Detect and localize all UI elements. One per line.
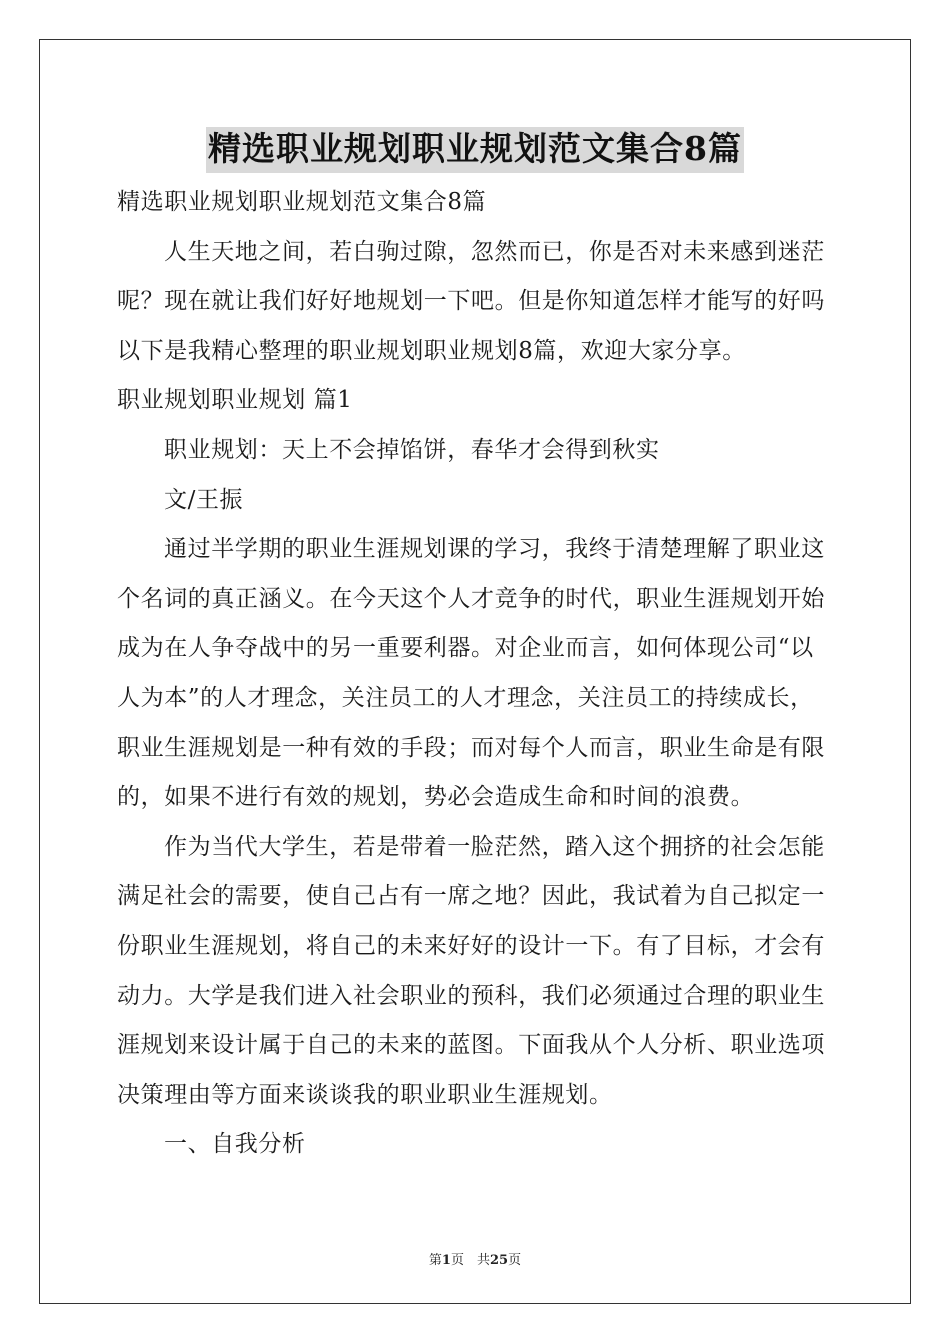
text-line: 人生天地之间，若白驹过隙，忽然而已，你是否对未来感到迷茫	[164, 238, 825, 265]
footer-prefix: 第	[428, 1253, 442, 1268]
text-line: 的，如果不进行有效的规划，势必会造成生命和时间的浪费。	[117, 784, 755, 811]
text-line: 人为本”的人才理念，关注员工的人才理念，关注员工的持续成长，	[117, 684, 814, 711]
footer-total-pages: 25	[489, 1253, 509, 1268]
text-line: 职业规划职业规划 篇1	[117, 387, 353, 414]
text-line: 职业生涯规划是一种有效的手段；而对每个人而言，职业生命是有限	[117, 734, 825, 761]
footer-current-page: 1	[441, 1253, 451, 1268]
text-line: 通过半学期的职业生涯规划课的学习，我终于清楚理解了职业这	[164, 536, 825, 563]
text-line: 动力。大学是我们进入社会职业的预科，我们必须通过合理的职业生	[117, 982, 825, 1009]
text-line: 成为在人争夺战中的另一重要利器。对企业而言，如何体现公司“以	[117, 635, 814, 662]
text-line: 文/王振	[164, 486, 244, 513]
text-line: 份职业生涯规划，将自己的未来好好的设计一下。有了目标，才会有	[117, 932, 825, 959]
text-line: 涯规划来设计属于自己的未来的蓝图。下面我从个人分析、职业选项	[117, 1032, 825, 1059]
text-line: 作为当代大学生，若是带着一脸茫然，踏入这个拥挤的社会怎能	[164, 833, 825, 860]
text-line: 职业规划：天上不会掉馅饼，春华才会得到秋实	[164, 436, 660, 463]
text-line: 以下是我精心整理的职业规划职业规划8篇，欢迎大家分享。	[117, 337, 746, 364]
footer-suffix: 页	[508, 1253, 522, 1268]
page-footer	[0, 1249, 950, 1268]
title-container	[0, 127, 950, 173]
text-line: 满足社会的需要，使自己占有一席之地？因此，我试着为自己拟定一	[117, 883, 825, 910]
text-line: 精选职业规划职业规划范文集合8篇	[117, 189, 487, 215]
text-line: 个名词的真正涵义。在今天这个人才竞争的时代，职业生涯规划开始	[117, 585, 825, 612]
text-line: 呢？现在就让我们好好地规划一下吧。但是你知道怎样才能写的好吗	[117, 288, 825, 315]
text-line: 一、自我分析	[164, 1131, 306, 1158]
document-body	[117, 178, 833, 1170]
text-line: 决策理由等方面来谈谈我的职业职业生涯规划。	[117, 1081, 613, 1108]
footer-mid: 页 共	[450, 1253, 490, 1268]
document-title: 精选职业规划职业规划范文集合8篇	[206, 127, 744, 173]
